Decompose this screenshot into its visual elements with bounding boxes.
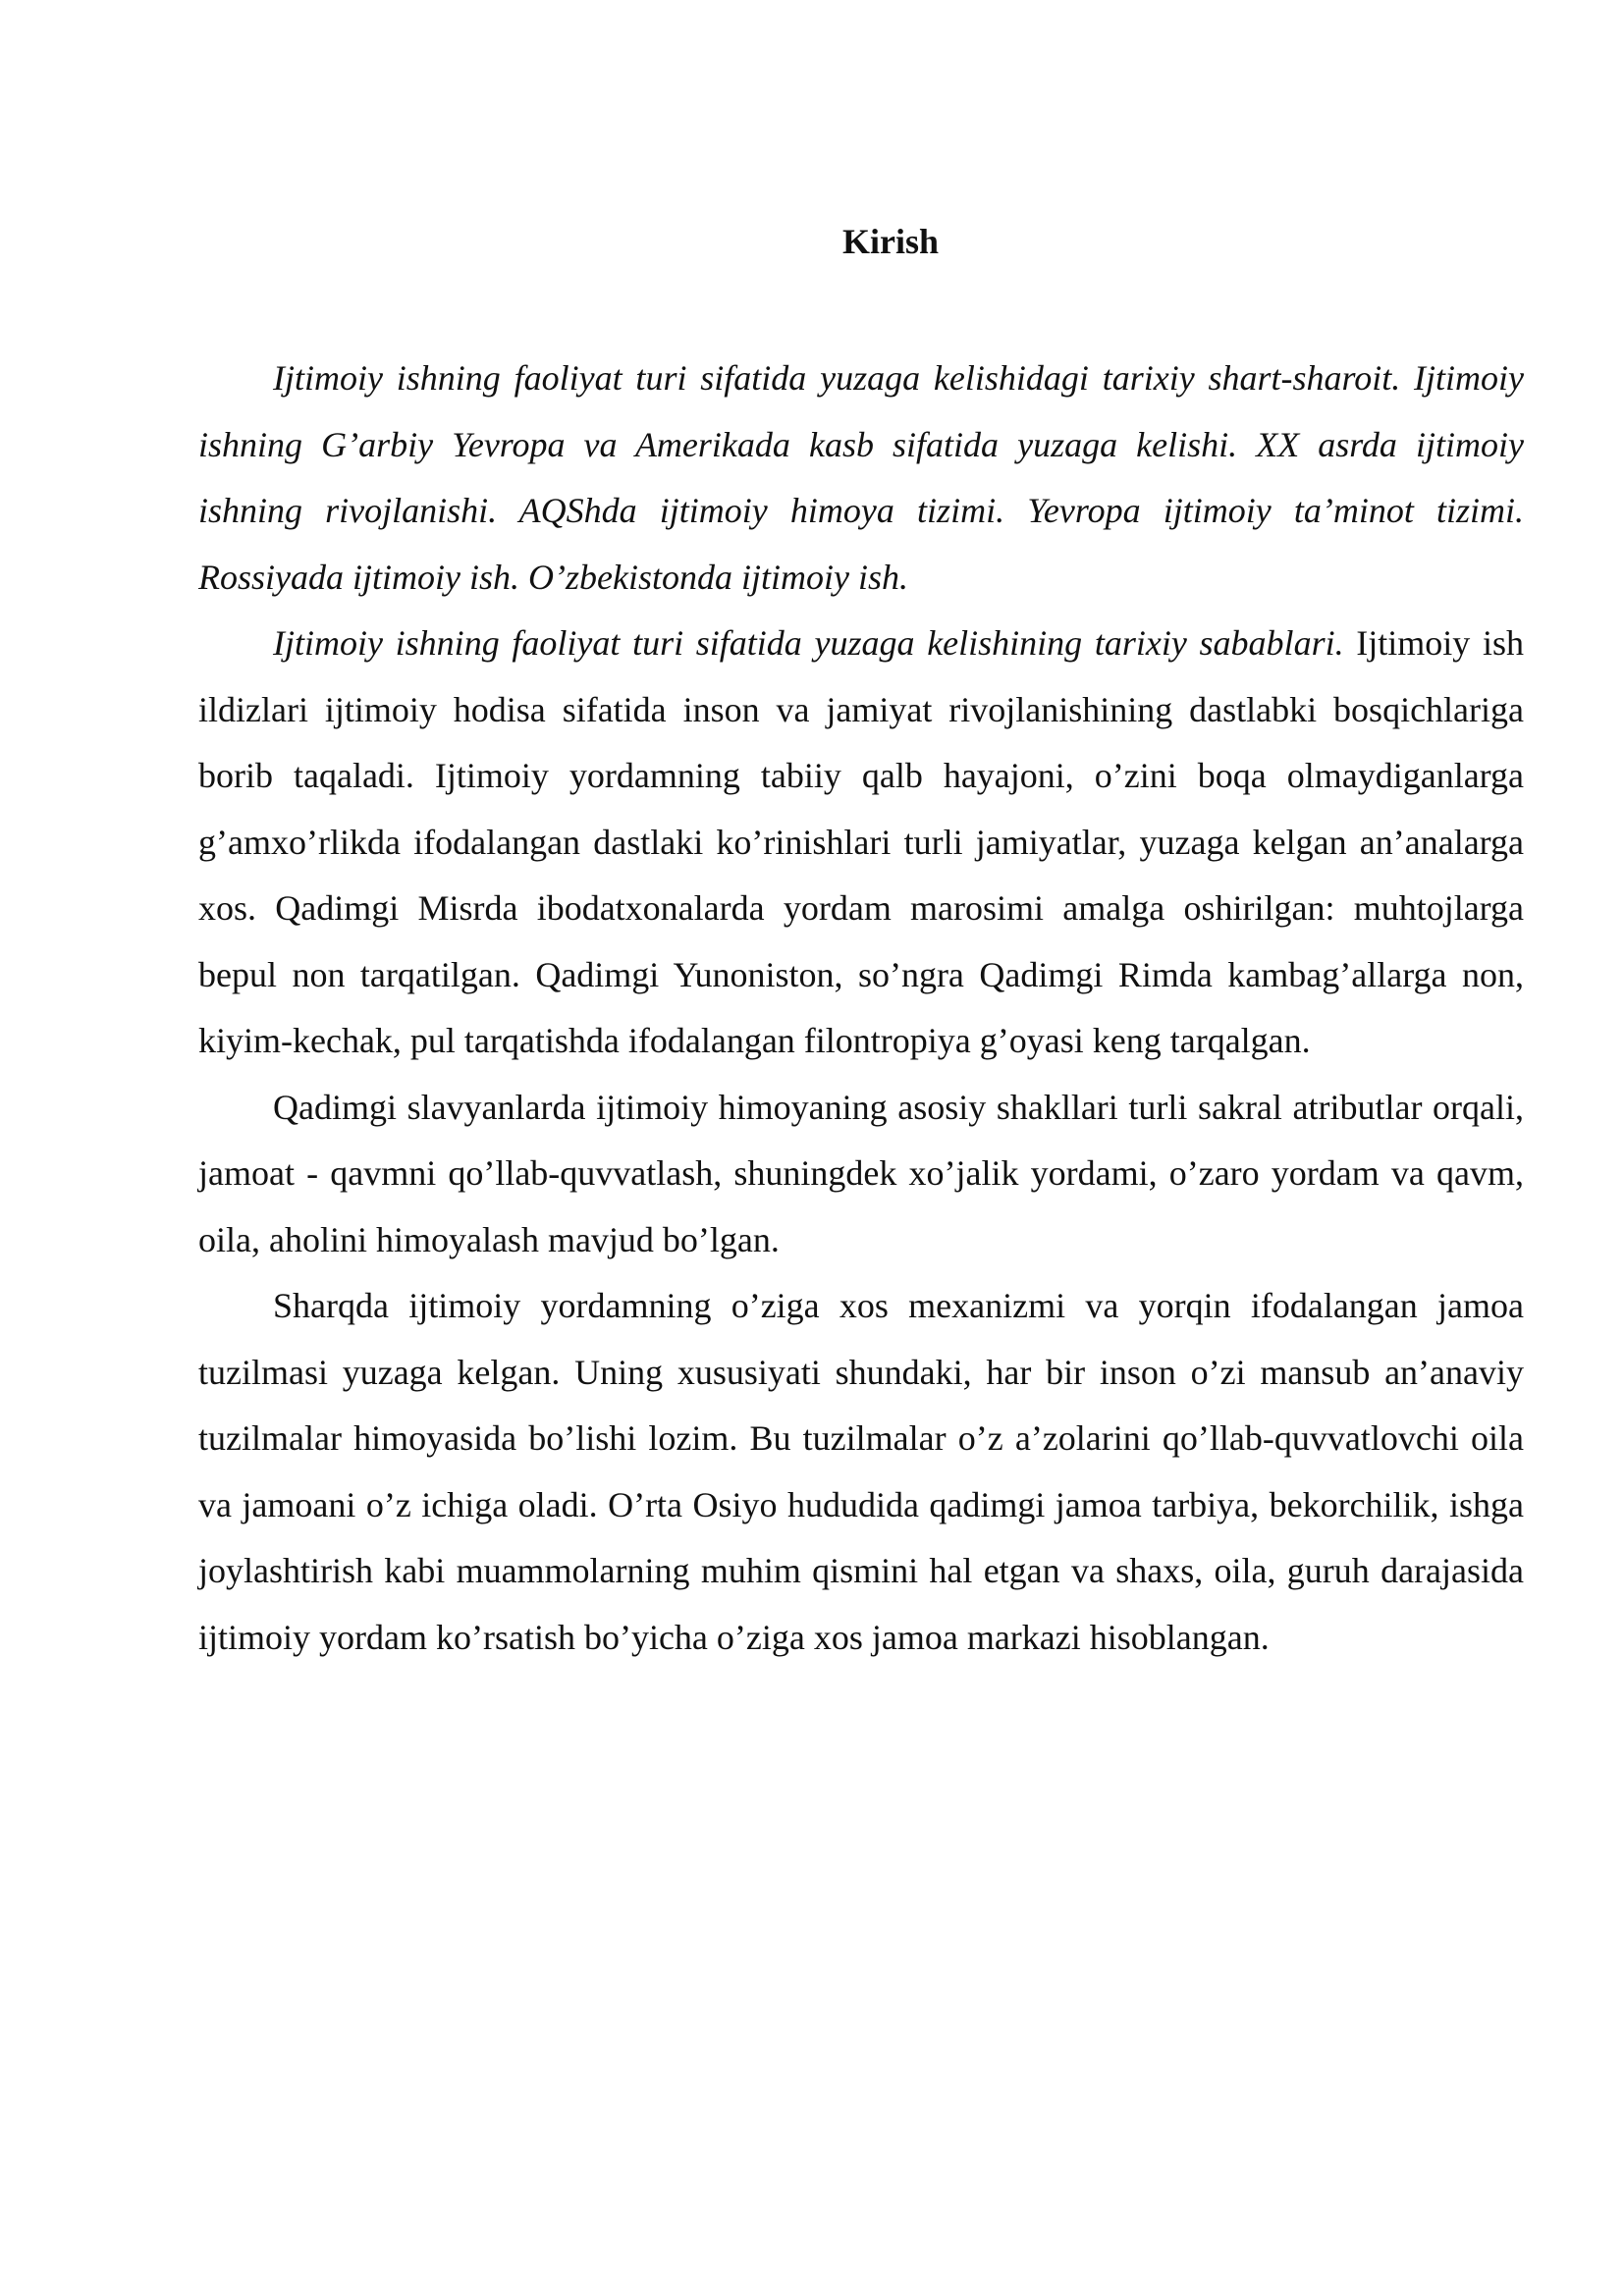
paragraph-text: Ijtimoiy ish ildizlari ijtimoiy hodisa sifatida inson va jamiyat rivojlanishining dastlabki bosqichlariga borib taqaladi. Ijtimoiy yordamning tabiiy qalb hayajoni, o’zini boqa olmaydiganlarga g’amxo’rlikda ifodalangan dastlaki ko’rinishlari turli jamiyatlar, yuzaga kelgan an’analarga xos. Qadimgi Misrda ibodatxonalarda yordam marosimi amalga oshirilgan: muhtojlarga bepul non tarqatilgan. Qadimgi Yunoniston, so’ngra Qadimgi Rimda kambag’allarga non, kiyim-kechak, pul tarqatishda ifodalangan filontropiya g’oyasi keng tarqalgan.: [198, 623, 1524, 1060]
paragraph-heading: Ijtimoiy ishning faoliyat turi sifatida yuzaga kelishining tarixiy sabablari.: [273, 623, 1344, 663]
page-title: Kirish: [841, 222, 939, 261]
paragraph-slavs: Qadimgi slavyanlarda ijtimoiy himoyaning asosiy shakllari turli sakral atributlar orqali, jamoat - qavmni qo’llab-quvvatlash, shuningdek xo’jalik yordami, o’zaro yordam va qavm, oila, aholini himoyalash mavjud bo’lgan.: [198, 1087, 1524, 1259]
document-body: [198, 346, 1524, 1671]
paragraph-east: Sharqda ijtimoiy yordamning o’ziga xos mexanizmi va yorqin ifodalangan jamoa tuzilmasi yuzaga kelgan. Uning xususiyati shundaki, har bir inson o’zi mansub an’anaviy tuzilmalar himoyasida bo’lishi lozim. Bu tuzilmalar o’z a’zolarini qo’llab-quvvatlovchi oila va jamoani o’z ichiga oladi. O’rta Osiyo hududida qadimgi jamoa tarbiya, bekorchilik, ishga joylashtirish kabi muammolarning muhim qismini hal etgan va shaxs, oila, guruh darajasida ijtimoiy yordam ko’rsatish bo’yicha o’ziga xos jamoa markazi hisoblangan.: [198, 1286, 1524, 1657]
paragraph-historical-reasons: [198, 611, 1524, 1075]
abstract-paragraph: Ijtimoiy ishning faoliyat turi sifatida yuzaga kelishidagi tarixiy shart-sharoit. Ijtimoiy ishning G’arbiy Yevropa va Amerikada kasb sifatida yuzaga kelishi. XX asrda ijtimoiy ishning rivojlanishi. AQShda ijtimoiy himoya tizimi. Yevropa ijtimoiy ta’minot tizimi. Rossiyada ijtimoiy ish. O’zbekistonda ijtimoiy ish.: [198, 358, 1524, 597]
